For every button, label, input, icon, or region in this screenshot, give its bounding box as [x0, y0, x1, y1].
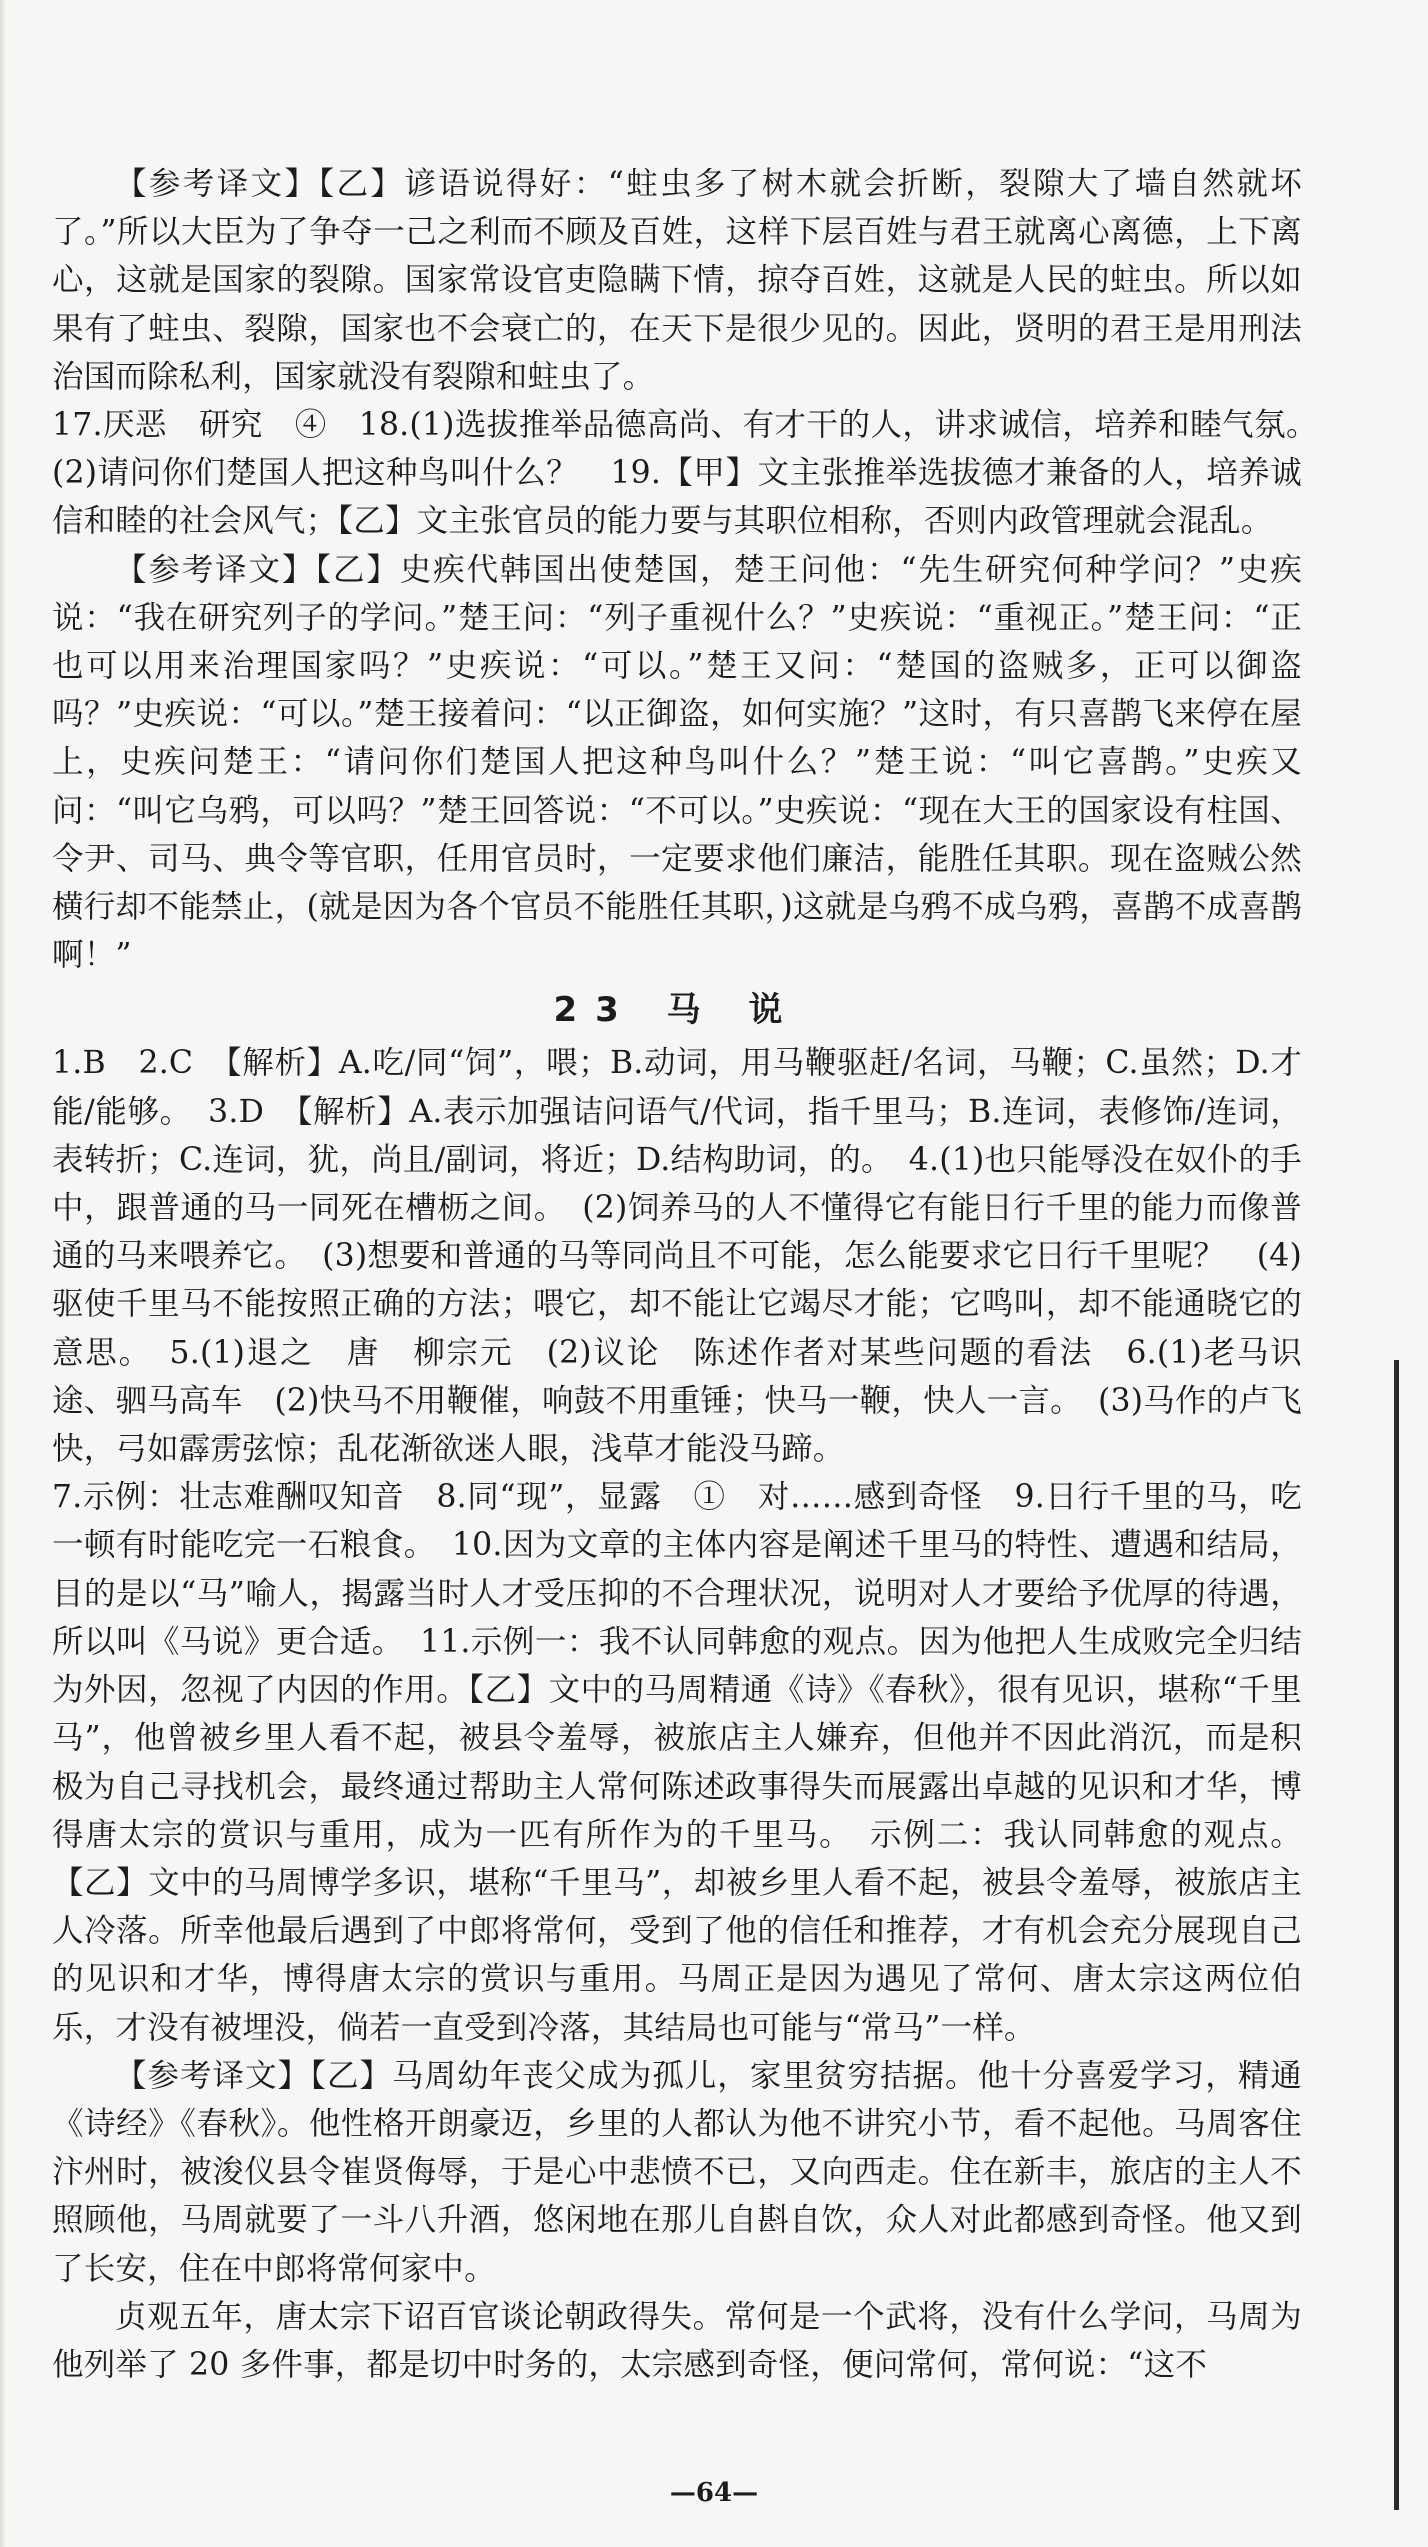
translation-paragraph-1: 【参考译文】【乙】谚语说得好：“蛀虫多了树木就会折断，裂隙大了墙自然就坏了。”所以大臣为了争夺一己之利而不顾及百姓，这样下层百姓与君王就离心离德，上下离心，这就是国家的裂隙。国家常设官吏隐瞒下情，掠夺百姓，这就是人民的蛀虫。所以如果有了蛀虫、裂隙，国家也不会衰亡的，在天下是很少见的。因此，贤明的君王是用刑法治国而除私利，国家就没有裂隙和蛀虫了。 [52, 166, 1302, 395]
translation-paragraph-2: 【参考译文】【乙】史疾代韩国出使楚国，楚王问他：“先生研究何种学问？”史疾说：“我在研究列子的学问。”楚王问：“列子重视什么？”史疾说：“重视正。”楚王问：“正也可以用来治理国家吗？”史疾说：“可以。”楚王又问：“楚国的盗贼多，正可以御盗吗？”史疾说：“可以。”楚王接着问：“以正御盗，如何实施？”这时，有只喜鹊飞来停在屋上，史疾问楚王：“请问你们楚国人把这种鸟叫什么？”楚王说：“叫它喜鹊。”史疾又问：“叫它乌鸦，可以吗？”楚王回答说：“不可以。”史疾说：“现在大王的国家设有柱国、令尹、司马、典令等官职，任用官员时，一定要求他们廉洁，能胜任其职。现在盗贼公然横行却不能禁止，(就是因为各个官员不能胜任其职，)这就是乌鸦不成乌鸦，喜鹊不成喜鹊啊！” [52, 551, 1302, 974]
right-margin-rule [1394, 1360, 1399, 2510]
translation-paragraph-3: 【参考译文】【乙】马周幼年丧父成为孤儿，家里贫穷拮据。他十分喜爱学习，精通《诗经》《春秋》。他性格开朗豪迈，乡里的人都认为他不讲究小节，看不起他。马周客住汴州时，被浚仪县令崔贤侮辱，于是心中悲愤不已，又向西走。住在新丰，旅店的主人不照顾他，马周就要了一斗八升酒，悠闲地在那儿自斟自饮，众人对此都感到奇怪。他又到了长安，住在中郎将常何家中。 [52, 2057, 1302, 2287]
page-edge-shadow [0, 0, 6, 2547]
section-title: 23 马 说 [553, 990, 801, 1031]
answers-7-11: 7.示例：壮志难酬叹知音 8.同“现”，显露 ① 对……感到奇怪 9.日行千里的马，吃一顿有时能吃完一石粮食。 10.因为文章的主体内容是阐述千里马的特性、遭遇和结局，目的是以“马”喻人，揭露当时人才受压抑的不合理状况，说明对人才要给予优厚的待遇，所以叫《马说》更合适。 11.示例一：我不认同韩愈的观点。因为他把人生成败完全归结为外因，忽视了内因的作用。【乙】文中的马周精通《诗》《春秋》，很有见识，堪称“千里马”，他曾被乡里人看不起，被县令羞辱，被旅店主人嫌弃，但他并不因此消沉，而是积极为自己寻找机会，最终通过帮助主人常何陈述政事得失而展露出卓越的见识和才华，博得唐太宗的赏识与重用，成为一匹有所作为的千里马。 示例二：我认同韩愈的观点。【乙】文中的马周博学多识，堪称“千里马”，却被乡里人看不起，被县令羞辱，被旅店主人冷落。所幸他最后遇到了中郎将常何，受到了他的信任和推荐，才有机会充分展现自己的见识和才华，博得唐太宗的赏识与重用。马周正是因为遇见了常何、唐太宗这两位伯乐，才没有被埋没，倘若一直受到冷落，其结局也可能与“常马”一样。 [52, 1479, 1302, 2046]
page-content [52, 160, 1334, 2389]
answers-1-6: 1.B 2.C 【解析】A.吃/同“饲”，喂；B.动词，用马鞭驱赶/名词，马鞭；C.虽然；D.才能/能够。 3.D 【解析】A.表示加强诘问语气/代词，指千里马；B.连词，表修饰/连词，表转折；C.连词，犹，尚且/副词，将近；D.结构助词，的。 4.(1)也只能辱没在奴仆的手中，跟普通的马一同死在槽枥之间。 (2)饲养马的人不懂得它有能日行千里的能力而像普通的马来喂养它。 (3)想要和普通的马等同尚且不可能，怎么能要求它日行千里呢？ (4)驱使千里马不能按照正确的方法；喂它，却不能让它竭尽才能；它鸣叫，却不能通晓它的意思。 5.(1)退之 唐 柳宗元 (2)议论 陈述作者对某些问题的看法 6.(1)老马识途、驷马高车 (2)快马不用鞭催，响鼓不用重锤；快马一鞭，快人一言。 (3)马作的卢飞快，弓如霹雳弦惊；乱花渐欲迷人眼，浅草才能没马蹄。 [52, 1045, 1302, 1468]
translation-paragraph-4: 贞观五年，唐太宗下诏百官谈论朝政得失。常何是一个武将，没有什么学问，马周为他列举了 20 多件事，都是切中时务的，太宗感到奇怪，便问常何，常何说：“这不 [52, 2298, 1302, 2383]
answers-17-19: 17.厌恶 研究 ④ 18.(1)选拔推举品德高尚、有才干的人，讲求诚信，培养和睦气氛。 (2)请问你们楚国人把这种鸟叫什么？ 19.【甲】文主张推举选拔德才兼备的人，培养诚信和睦的社会风气；【乙】文主张官员的能力要与其职位相称，否则内政管理就会混乱。 [52, 407, 1334, 540]
page-number: —64— [669, 2478, 759, 2508]
